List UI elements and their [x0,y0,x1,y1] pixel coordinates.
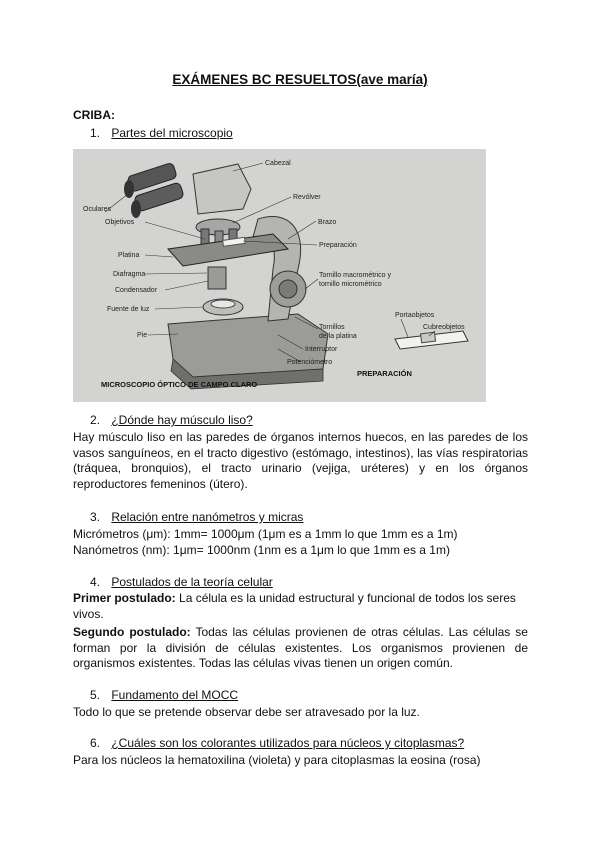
question-4 [90,575,273,589]
document-title: EXÁMENES BC RESUELTOS(ave maría) [172,72,428,87]
label-tornillos: Tornillos [319,324,345,331]
label-diafragma: Diafragma [113,271,146,278]
label-preparacion: Preparación [319,242,357,249]
question-number: 1. [90,126,101,140]
question-2 [90,413,253,427]
label-cubreobjetos: Cubreobjetos [423,324,465,331]
section-heading: CRIBA: [73,108,115,122]
question-label: Postulados de la teoría celular [111,575,273,589]
question-3 [90,510,303,524]
answer-3-line-1: Micrómetros (μm): 1mm= 1000μm (1μm es a 1mm lo que 1mm es a 1m) [73,527,458,541]
question-6 [90,736,464,750]
label-fuente-de-luz: Fuente de luz [107,306,150,313]
question-label: ¿Dónde hay músculo liso? [111,413,253,427]
question-number: 2. [90,413,101,427]
label-revolver: Revólver [293,194,321,201]
label-objetivos: Objetivos [105,219,135,226]
label-tornillo-micrometrico: tornillo micrométrico [319,281,382,288]
figure-caption-preparation: PREPARACIÓN [357,369,412,378]
question-label: ¿Cuáles son los colorantes utilizados para núcleos y citoplasmas? [111,736,465,750]
label-oculares: Oculares [83,206,112,213]
answer-3-line-2: Nanómetros (nm): 1μm= 1000nm (1nm es a 1μm lo que 1mm es a 1m) [73,543,450,557]
question-number: 6. [90,736,101,750]
label-de-la-platina: de la platina [319,333,357,340]
postulate-2-text: Todas las células provienen de otras células. Las células se forman por la división de células existentes. Los organismos provienen de organismos existentes. Todas las células vivas tienen un origen común. [73,625,528,671]
postulate-2-label: Segundo postulado: [73,625,191,639]
postulate-1-text: La célula es la unidad estructural y funcional de todos los seres vivos. [73,591,516,621]
figure-caption-microscope: MICROSCOPIO ÓPTICO DE CAMPO CLARO [101,380,258,389]
question-number: 4. [90,575,101,589]
question-label: Fundamento del MOCC [111,688,239,702]
label-potenciometro: Potenciómetro [287,359,333,366]
question-number: 5. [90,688,101,702]
postulate-1-label: Primer postulado: [73,591,176,605]
label-pie: Pie [137,332,148,339]
question-label: Relación entre nanómetros y micras [111,510,304,524]
microscope-figure [73,149,486,402]
answer-2: Hay músculo liso en las paredes de órganos internos huecos, en las paredes de los vasos sanguíneos, en el tracto digestivo (estómago, intestinos), las vías respiratorias (tráquea, bronquios), el tracto urinario (vejiga, uréteres) y en los órganos reproductores femeninos (útero). [73,430,528,491]
label-cabezal: Cabezal [265,160,291,167]
answer-5: Todo lo que se pretende observar debe ser atravesado por la luz. [73,705,420,719]
label-condensador: Condensador [115,287,158,294]
label-platina: Platina [118,252,140,259]
label-brazo: Brazo [318,219,337,226]
answer-4-postulate-1 [73,591,528,622]
label-interruptor: Interruptor [305,346,338,353]
label-portaobjetos: Portaobjetos [395,312,435,319]
question-5 [90,688,238,702]
microscope-illustration [73,149,486,402]
question-1 [90,126,233,140]
label-tornillo-macrometrico: Tornillo macrométrico y [319,272,391,279]
question-label: Partes del microscopio [111,126,233,140]
answer-6: Para los núcleos la hematoxilina (violeta) y para citoplasmas la eosina (rosa) [73,753,481,767]
question-number: 3. [90,510,101,524]
answer-4-postulate-2 [73,625,528,672]
